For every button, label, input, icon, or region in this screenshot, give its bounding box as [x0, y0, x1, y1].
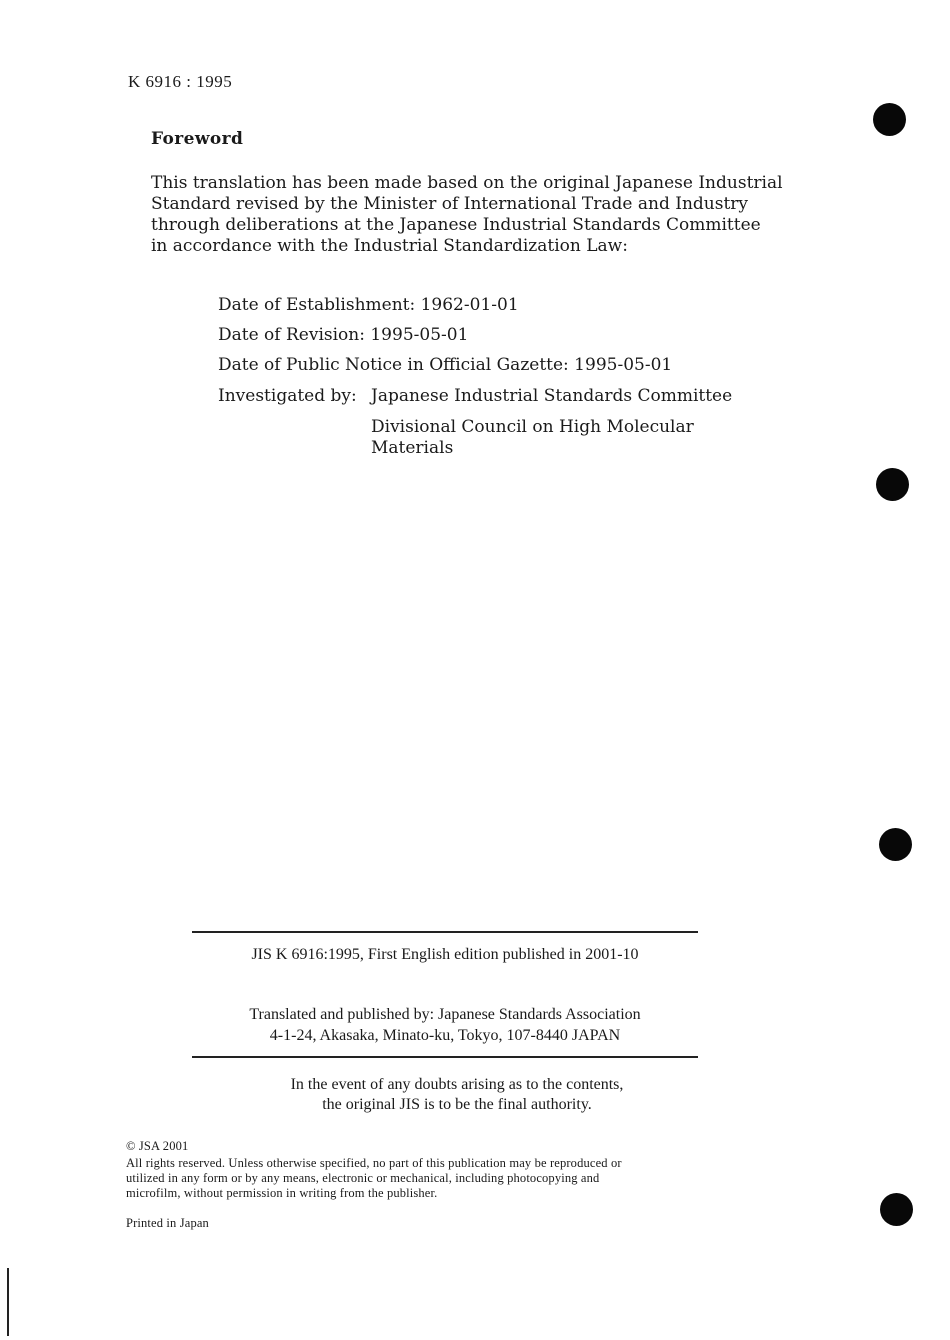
punch-hole — [880, 1193, 913, 1226]
foreword-line: Standard revised by the Minister of International Trade and Industry — [151, 194, 749, 214]
copyright-notice: © JSA 2001 — [126, 1139, 189, 1153]
address-line: 4-1-24, Akasaka, Minato-ku, Tokyo, 107-8440 JAPAN — [269, 1027, 621, 1044]
bottom-rule — [192, 1056, 698, 1058]
publisher-line: Translated and published by: Japanese Standards Association — [249, 1006, 641, 1023]
punch-hole — [873, 103, 906, 136]
authority-line: In the event of any doubts arising as to the contents, — [290, 1076, 624, 1093]
foreword-line: through deliberations at the Japanese Industrial Standards Committee — [151, 215, 761, 235]
investigated-by-council — [371, 417, 694, 459]
foreword-paragraph — [151, 173, 791, 257]
punch-hole — [876, 468, 909, 501]
punch-hole — [879, 828, 912, 861]
copyright-body — [126, 1156, 766, 1201]
edition-line: JIS K 6916:1995, First English edition published in 2001-10 — [251, 946, 639, 963]
date-of-public-notice: Date of Public Notice in Official Gazette: 1995-05-01 — [218, 355, 673, 375]
foreword-line: in accordance with the Industrial Standardization Law: — [151, 236, 628, 256]
copyright-line: All rights reserved. Unless otherwise specified, no part of this publication may be reproduced or — [126, 1156, 622, 1170]
authority-line: the original JIS is to be the final authority. — [322, 1096, 592, 1113]
date-of-revision: Date of Revision: 1995-05-01 — [218, 325, 469, 345]
investigated-by-label: Investigated by: — [218, 386, 357, 406]
foreword-title: Foreword — [151, 129, 244, 149]
investigated-by-value: Japanese Industrial Standards Committee — [371, 386, 733, 406]
top-rule — [192, 931, 698, 933]
copyright-line: utilized in any form or by any means, electronic or mechanical, including photocopying and — [126, 1171, 600, 1185]
printed-in: Printed in Japan — [126, 1216, 209, 1230]
authority-statement — [0, 1075, 914, 1115]
council-line: Divisional Council on High Molecular — [371, 417, 694, 437]
margin-mark — [7, 1268, 9, 1336]
date-of-establishment: Date of Establishment: 1962-01-01 — [218, 295, 519, 315]
council-line: Materials — [371, 438, 454, 458]
copyright-line: microfilm, without permission in writing from the publisher. — [126, 1186, 438, 1200]
standard-id: K 6916 : 1995 — [128, 72, 233, 91]
foreword-line: This translation has been made based on the original Japanese Industrial — [151, 173, 783, 193]
